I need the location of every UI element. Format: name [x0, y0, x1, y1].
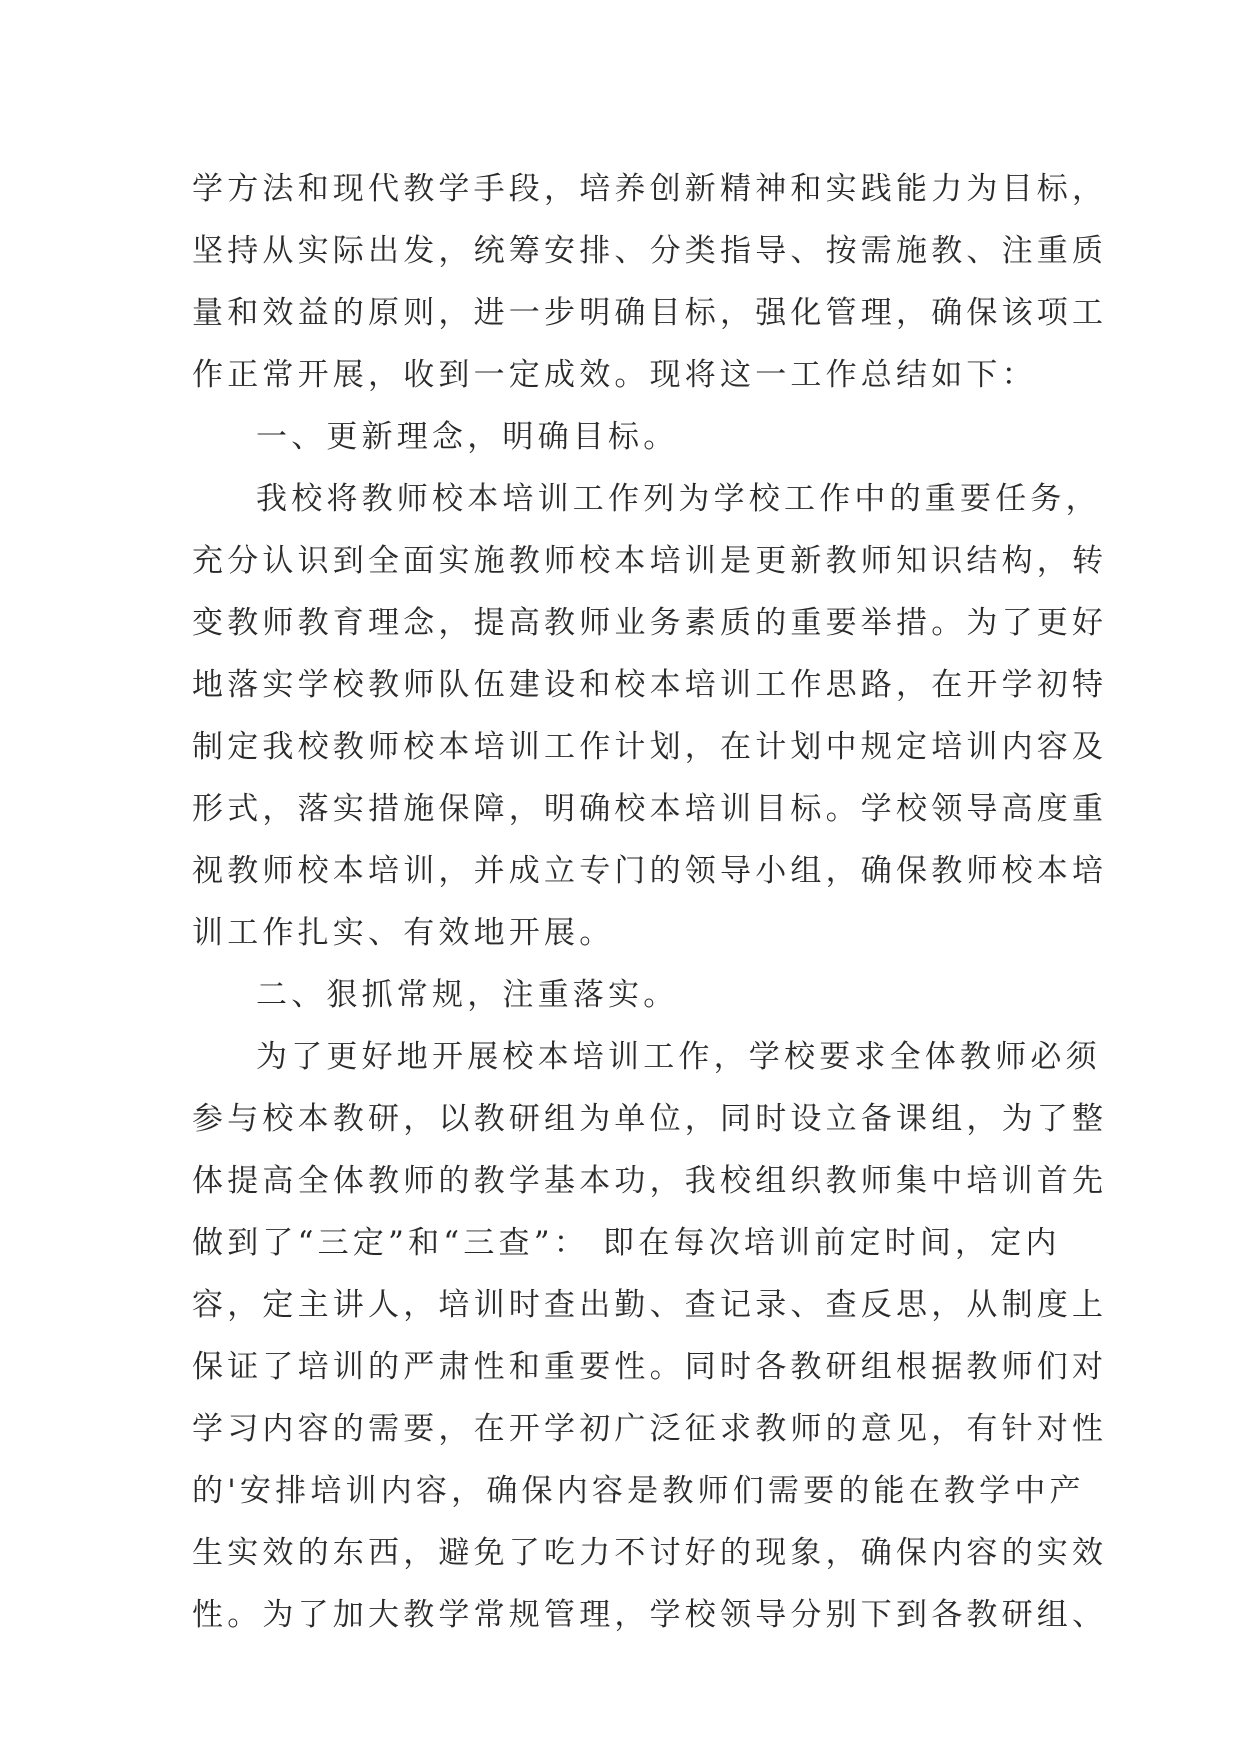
text-line: 变教师教育理念，提高教师业务素质的重要举措。为了更好	[192, 605, 1108, 641]
paragraph-start: 为了更好地开展校本培训工作，学校要求全体教师必须	[256, 1039, 1101, 1075]
text-line: 学习内容的需要，在开学初广泛征求教师的意见，有针对性	[192, 1411, 1108, 1447]
text-line: 的'安排培训内容，确保内容是教师们需要的能在教学中产	[192, 1473, 1085, 1509]
text-line: 制定我校教师校本培训工作计划，在计划中规定培训内容及	[192, 729, 1108, 765]
text-line: 训工作扎实、有效地开展。	[192, 915, 615, 951]
text-line: 生实效的东西，避免了吃力不讨好的现象，确保内容的实效	[192, 1535, 1108, 1571]
text-line: 性。为了加大教学常规管理，学校领导分别下到各教研组、	[192, 1597, 1108, 1633]
body-text	[192, 158, 1108, 1646]
text-line: 量和效益的原则，进一步明确目标，强化管理，确保该项工	[192, 295, 1108, 331]
text-line: 视教师校本培训，并成立专门的领导小组，确保教师校本培	[192, 853, 1108, 889]
section-heading-1: 一、更新理念，明确目标。	[256, 419, 679, 455]
paragraph-start: 我校将教师校本培训工作列为学校工作中的重要任务，	[256, 481, 1101, 517]
text-line: 作正常开展，收到一定成效。现将这一工作总结如下：	[192, 357, 1037, 393]
text-line: 坚持从实际出发，统筹安排、分类指导、按需施教、注重质	[192, 233, 1108, 269]
text-line: 保证了培训的严肃性和重要性。同时各教研组根据教师们对	[192, 1349, 1108, 1385]
text-line: 容，定主讲人，培训时查出勤、查记录、查反思，从制度上	[192, 1287, 1108, 1323]
text-line: 形式，落实措施保障，明确校本培训目标。学校领导高度重	[192, 791, 1108, 827]
text-line: 学方法和现代教学手段，培养创新精神和实践能力为目标，	[192, 171, 1108, 207]
text-line: 地落实学校教师队伍建设和校本培训工作思路，在开学初特	[192, 667, 1108, 703]
text-line: 体提高全体教师的教学基本功，我校组织教师集中培训首先	[192, 1163, 1108, 1199]
text-line: 参与校本教研，以教研组为单位，同时设立备课组，为了整	[192, 1101, 1108, 1137]
text-line: 充分认识到全面实施教师校本培训是更新教师知识结构，转	[192, 543, 1108, 579]
section-heading-2: 二、狠抓常规，注重落实。	[256, 977, 679, 1013]
text-line: 做到了“三定”和“三查”： 即在每次培训前定时间，定内	[192, 1225, 1061, 1261]
